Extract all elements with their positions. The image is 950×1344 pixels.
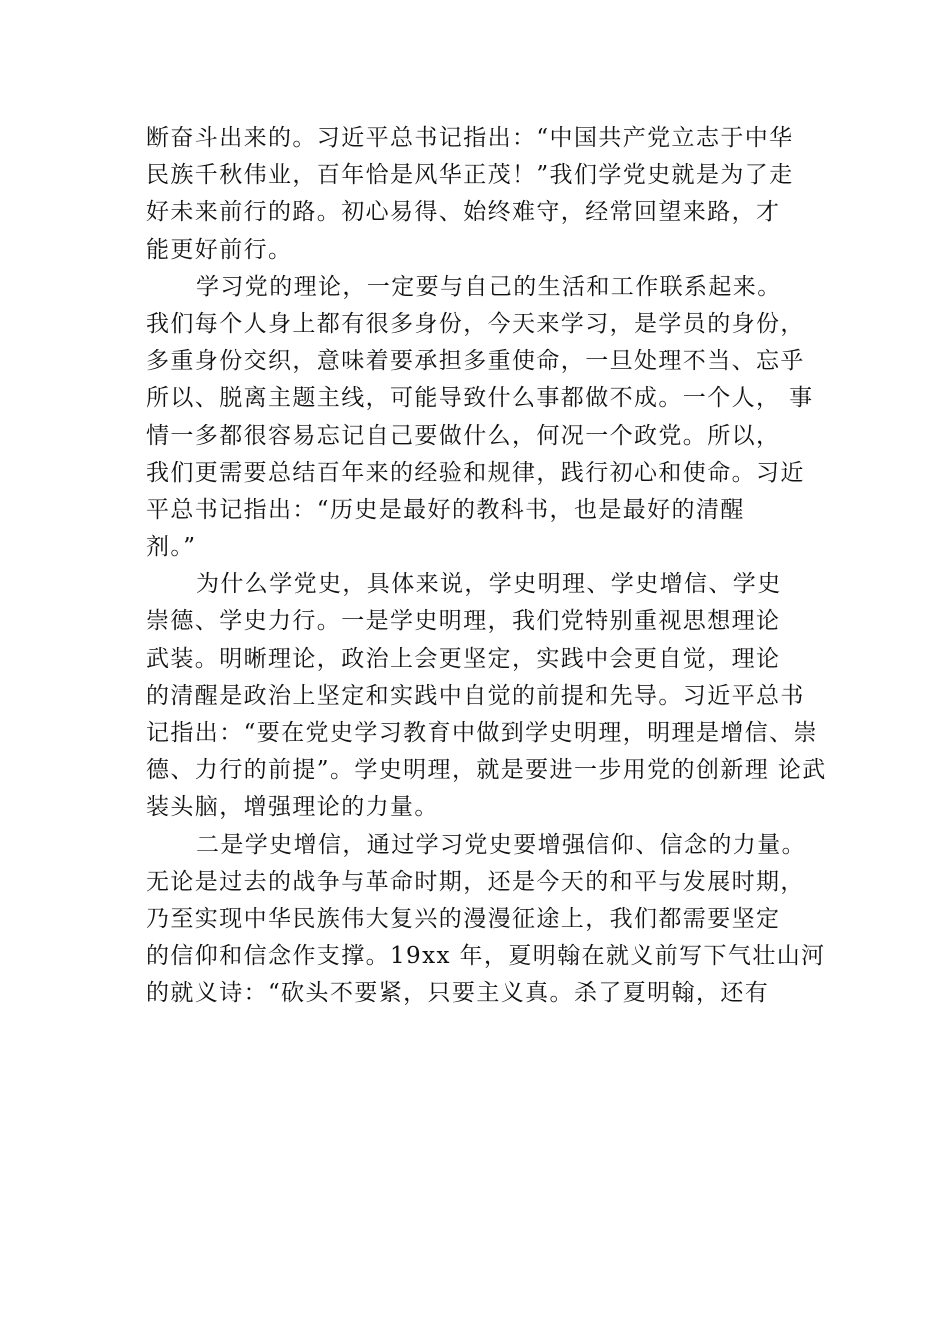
text-line: 民族千秋伟业，百年恰是风华正茂！”我们学党史就是为了走 — [146, 162, 794, 189]
text-line: 的清醒是政治上坚定和实践中自觉的前提和先导。习近平总书 — [146, 682, 805, 709]
text-line: 情一多都很容易忘记自己要做什么，何况一个政党。所以， — [146, 422, 781, 449]
paragraph-first-line: 二是学史增信，通过学习党史要增强信仰、信念的力量。 — [196, 831, 806, 858]
text-line: 德、力行的前提”。学史明理，就是要进一步用党的创新理 论武 — [146, 757, 827, 784]
text-line: 的就义诗：“砍头不要紧，只要主义真。杀了夏明翰，还有 — [146, 980, 770, 1007]
text-line: 我们每个人身上都有很多身份，今天来学习，是学员的身份， — [146, 310, 805, 337]
text-line: 乃至实现中华民族伟大复兴的漫漫征途上，我们都需要坚定 — [146, 905, 781, 932]
text-line: 断奋斗出来的。习近平总书记指出：“中国共产党立志于中华 — [146, 125, 794, 151]
text-line: 好未来前行的路。初心易得、始终难守，经常回望来路，才 — [146, 199, 781, 226]
text-line: 装头脑，增强理论的力量。 — [146, 794, 439, 821]
text-line: 我们更需要总结百年来的经验和规律，践行初心和使命。习近 — [146, 459, 805, 486]
paragraph-first-line: 为什么学党史，具体来说，学史明理、学史增信、学史 — [196, 571, 782, 598]
text-line: 崇德、学史力行。一是学史明理，我们党特别重视思想理论 — [146, 608, 781, 635]
text-line: 能更好前行。 — [146, 236, 293, 263]
text-line: 剂。” — [146, 534, 197, 561]
text-line: 多重身份交织，意味着要承担多重使命，一旦处理不当、忘乎 — [146, 348, 805, 375]
text-line: 武装。明晰理论，政治上会更坚定，实践中会更自觉，理论 — [146, 645, 781, 672]
text-line: 的信仰和信念作支撑。19xx 年，夏明翰在就义前写下气壮山河 — [146, 943, 826, 970]
text-line: 平总书记指出：“历史是最好的教科书，也是最好的清醒 — [146, 496, 745, 523]
text-line: 无论是过去的战争与革命时期，还是今天的和平与发展时期， — [146, 868, 805, 895]
text-line: 所以、脱离主题主线，可能导致什么事都做不成。一个人， 事 — [146, 385, 814, 412]
paragraph-first-line: 学习党的理论，一定要与自己的生活和工作联系起来。 — [196, 273, 782, 300]
document-body — [146, 120, 836, 1013]
text-line: 记指出：“要在党史学习教育中做到学史明理，明理是增信、崇 — [146, 720, 818, 746]
